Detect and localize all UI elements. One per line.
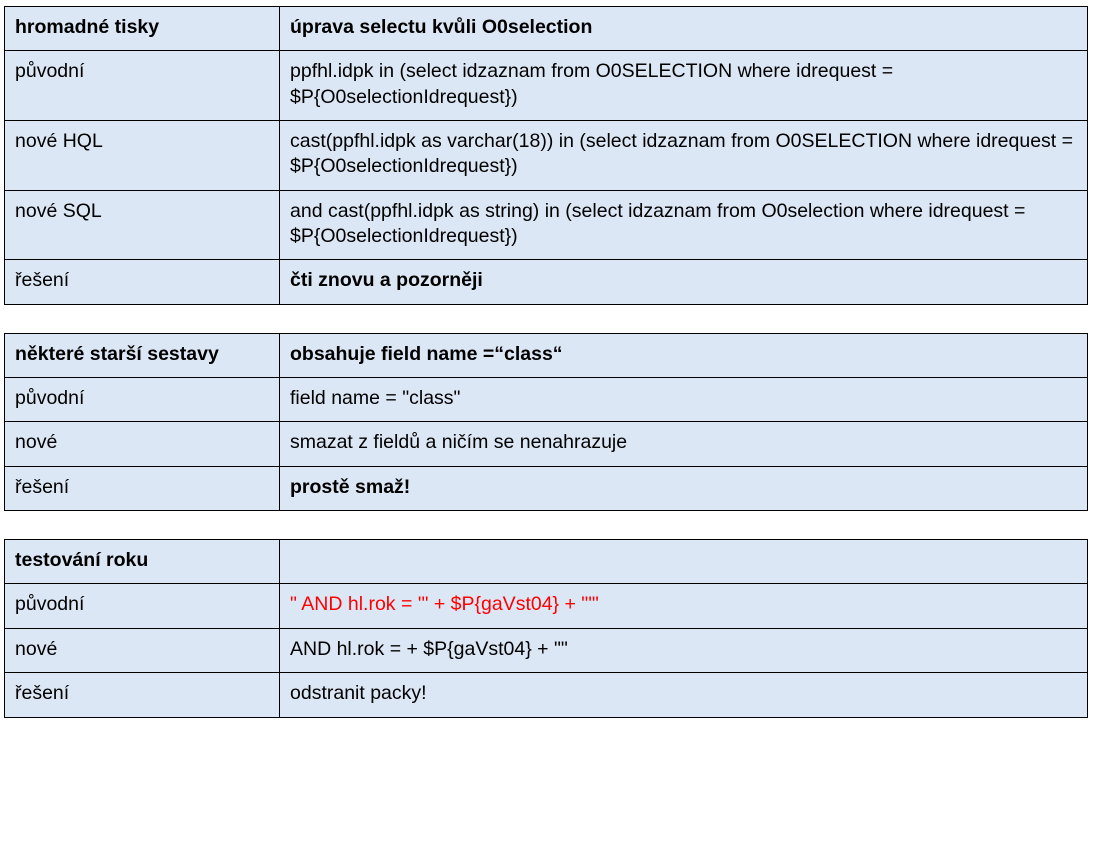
row-value: prostě smaž! (280, 466, 1088, 510)
table-row-solution (5, 260, 1088, 304)
table-nektere-starsi-sestavy (4, 333, 1088, 511)
row-label: řešení (5, 466, 280, 510)
row-label: nové HQL (5, 121, 280, 191)
table-row (5, 51, 1088, 121)
header-value: úprava selectu kvůli O0selection (280, 7, 1088, 51)
table-row (5, 584, 1088, 628)
table-row (5, 422, 1088, 466)
row-label: nové SQL (5, 190, 280, 260)
table-testovani-roku (4, 539, 1088, 717)
row-label: původní (5, 584, 280, 628)
table-row (5, 628, 1088, 672)
row-value: ppfhl.idpk in (select idzaznam from O0SELECTION where idrequest = $P{O0selectionIdrequest}) (280, 51, 1088, 121)
row-label: řešení (5, 673, 280, 717)
row-label: původní (5, 51, 280, 121)
table-row (5, 121, 1088, 191)
table-row (5, 378, 1088, 422)
row-value: smazat z fieldů a ničím se nenahrazuje (280, 422, 1088, 466)
row-label: původní (5, 378, 280, 422)
header-value: obsahuje field name =“class“ (280, 333, 1088, 377)
header-label: některé starší sestavy (5, 333, 280, 377)
row-label: nové (5, 422, 280, 466)
row-value: and cast(ppfhl.idpk as string) in (select idzaznam from O0selection where idrequest = $P{O0selectionIdrequest}) (280, 190, 1088, 260)
table-row (5, 190, 1088, 260)
header-value (280, 540, 1088, 584)
row-value: " AND hl.rok = '" + $P{gaVst04} + "'" (280, 584, 1088, 628)
table-header-row (5, 7, 1088, 51)
table-hromadne-tisky (4, 6, 1088, 305)
table-header-row (5, 333, 1088, 377)
header-label: testování roku (5, 540, 280, 584)
table-header-row (5, 540, 1088, 584)
row-value: odstranit packy! (280, 673, 1088, 717)
table-row-solution (5, 466, 1088, 510)
header-label: hromadné tisky (5, 7, 280, 51)
row-value: čti znovu a pozorněji (280, 260, 1088, 304)
table-row-solution (5, 673, 1088, 717)
row-value: cast(ppfhl.idpk as varchar(18)) in (select idzaznam from O0SELECTION where idrequest = $P{O0selectionIdrequest}) (280, 121, 1088, 191)
row-label: řešení (5, 260, 280, 304)
row-label: nové (5, 628, 280, 672)
row-value: AND hl.rok = + $P{gaVst04} + "" (280, 628, 1088, 672)
row-value: field name = "class" (280, 378, 1088, 422)
